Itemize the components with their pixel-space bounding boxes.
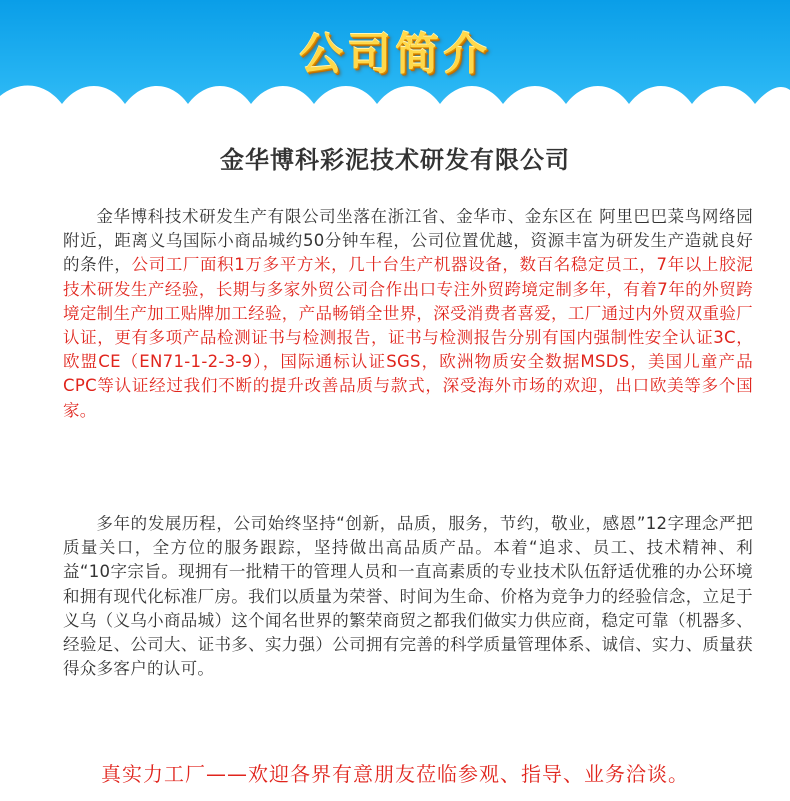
intro-paragraph <box>63 205 753 423</box>
header-banner <box>0 0 790 120</box>
intro-text-highlight: 公司工厂面积1万多平方米，几十台生产机器设备，数百名稳定员工，7年以上胶泥技术研发生产经验，长期与多家外贸公司合作出口专注外贸跨境定制多年，有着7年的外贸跨境定制生产加工贴牌加工经验，产品畅销全世界，深受消费者喜爱，工厂通过内外贸双重验厂认证，更有多项产品检测证书与检测报告，证书与检测报告分别有国内强制性安全认证3C，欧盟CE（EN71-1-2-3-9），国际通标认证SGS，欧洲物质安全数据MSDS，美国儿童产品CPC等认证经过我们不断的提升改善品质与款式，深受海外市场的欢迎，出口欧美等多个国家。 <box>63 255 753 420</box>
history-text: 多年的发展历程，公司始终坚持“创新，品质，服务，节约，敬业，感恩”12字理念严把质量关口，全方位的服务跟踪，坚持做出高品质产品。本着“追求、员工、技术精神、利益“10字宗旨。现拥有一批精干的管理人员和一直高素质的专业技术队伍舒适优雅的办公环境和拥有现代化标准厂房。我们以质量为荣誉、时间为生命、价格为竞争力的经验信念，立足于义乌（义乌小商品城）这个闻名世界的繁荣商贸之都我们做实力供应商，稳定可靠（机器多、经验足、公司大、证书多、实力强）公司拥有完善的科学质量管理体系、诚信、实力、质量获得众多客户的认可。 <box>63 514 753 679</box>
company-name-heading: 金华博科彩泥技术研发有限公司 <box>220 146 570 174</box>
history-paragraph <box>63 512 753 681</box>
intro-text-normal: 金华博科技术研发生产有限公司坐落在浙江省、金华市、金东区在 阿里巴巴菜鸟网络园附近，距离义乌国际小商品城约50分钟车程，公司位置优越，资源丰富为研发生产造就良好的条件， <box>63 207 753 275</box>
closing-invitation: 真实力工厂——欢迎各界有意朋友莅临参观、指导、业务洽谈。 <box>101 762 689 786</box>
page-title: 公司简介 <box>299 29 491 80</box>
